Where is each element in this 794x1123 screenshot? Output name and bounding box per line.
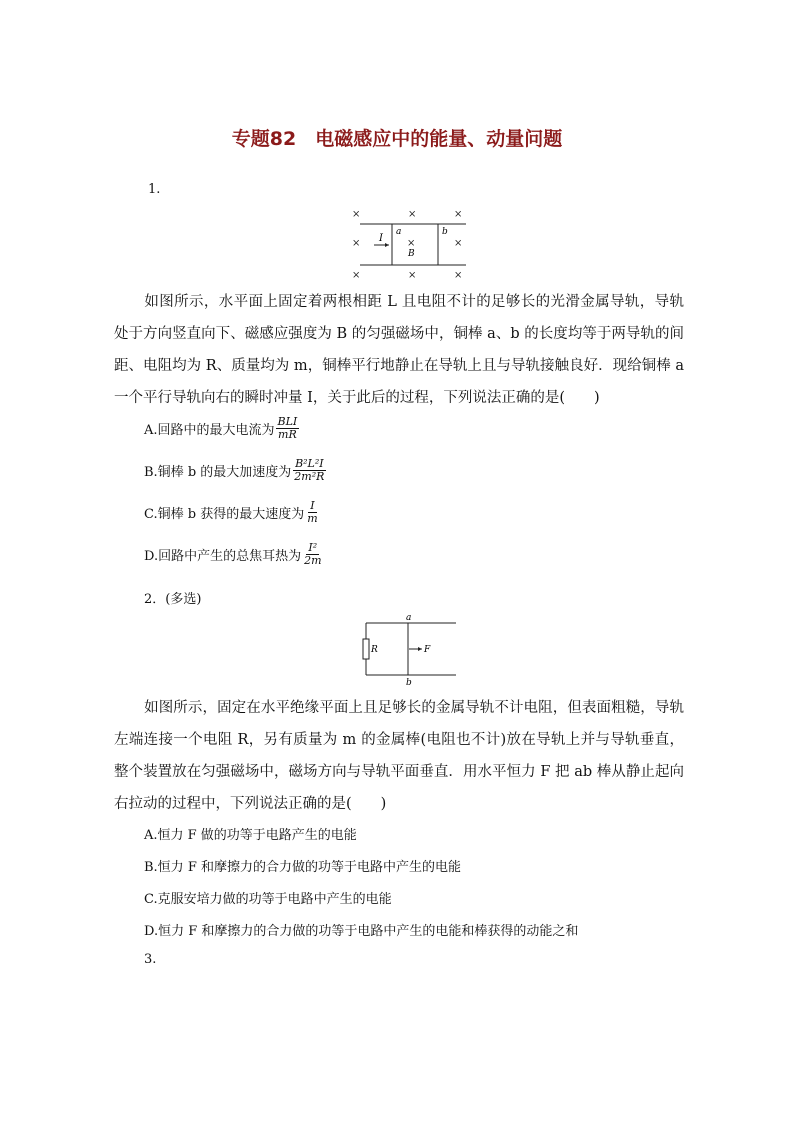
label-a: a: [406, 613, 412, 623]
label-F: F: [424, 645, 431, 655]
option-b-text: B.铜棒 b 的最大加速度为: [144, 465, 292, 480]
fraction-denominator: m: [307, 512, 318, 525]
question-2-option-b: B.恒力 F 和摩擦力的合力做的功等于电路中产生的电能: [144, 860, 461, 875]
field-cross-mark: ×: [408, 209, 417, 220]
force-arrowhead: [418, 647, 422, 651]
field-cross-mark: ×: [408, 270, 417, 281]
label-b: b: [442, 227, 448, 237]
question-1-option-b: [144, 458, 326, 483]
option-d-text: D.回路中产生的总焦耳热为: [144, 549, 302, 564]
question-1-stem: [114, 286, 684, 414]
fraction-denominator: 2m²R: [294, 470, 325, 483]
question-1-option-a: [144, 416, 299, 441]
fraction-denominator: mR: [278, 428, 297, 441]
question-2-option-d: D.恒力 F 和摩擦力的合力做的功等于电路中产生的电能和棒获得的动能之和: [144, 924, 579, 939]
question-2-option-c: C.克服安培力做的功等于电路中产生的电能: [144, 892, 392, 907]
field-cross-mark: ×: [454, 238, 463, 249]
option-c-text: C.铜棒 b 获得的最大速度为: [144, 507, 305, 522]
fraction-numerator: I²: [308, 541, 318, 554]
question-2-number: 2．(多选): [144, 592, 202, 607]
fraction-numerator: BLI: [277, 415, 298, 428]
question-2-text: 如图所示，固定在水平绝缘平面上且足够长的金属导轨不计电阻，但表面粗糙，导轨左端连接一个电阻 R，另有质量为 m 的金属棒(电阻也不计)放在导轨上并与导轨垂直，整个装置放在匀强磁场中，磁场方向与导轨平面垂直．用水平恒力 F 把 ab 棒从静止起向右拉动的过程中，下列说法正确的是( ): [114, 700, 684, 812]
label-B: B: [408, 249, 415, 259]
question-1-figure: [346, 204, 472, 284]
option-d-fraction: [302, 542, 323, 567]
label-I: I: [379, 233, 383, 244]
field-cross-mark: ×: [407, 238, 416, 249]
field-cross-mark: ×: [352, 209, 361, 220]
field-cross-mark: ×: [454, 209, 463, 220]
question-1-option-c: [144, 500, 320, 525]
question-2-figure: [356, 610, 462, 688]
question-2-option-a: A.恒力 F 做的功等于电路产生的电能: [144, 828, 357, 843]
option-c-fraction: [305, 500, 319, 525]
page-title: 专题82 电磁感应中的能量、动量问题: [231, 128, 563, 150]
option-b-fraction: [292, 458, 326, 483]
fraction-numerator: B²L²I: [295, 457, 324, 470]
fraction-denominator: 2m: [304, 554, 322, 567]
label-R: R: [371, 645, 378, 655]
option-a-fraction: [276, 416, 300, 441]
impulse-arrowhead: [385, 243, 389, 247]
question-1-number: 1.: [148, 182, 161, 197]
option-a-text: A.回路中的最大电流为: [144, 423, 275, 438]
question-1-option-d: [144, 542, 324, 567]
fraction-numerator: I: [310, 499, 315, 512]
question-2-stem: [114, 692, 684, 820]
label-b: b: [406, 678, 412, 688]
resistor-R: [363, 639, 369, 659]
question-3-number: 3.: [144, 952, 157, 967]
label-a: a: [396, 227, 402, 237]
question-1-text: 如图所示，水平面上固定着两根相距 L 且电阻不计的足够长的光滑金属导轨，导轨处于方向竖直向下、磁感应强度为 B 的匀强磁场中，铜棒 a、b 的长度均等于两导轨的间距、电阻均为 R、质量均为 m，铜棒平行地静止在导轨上且与导轨接触良好．现给铜棒 a 一个平行导轨向右的瞬时冲量 I，关于此后的过程，下列说法正确的是( ): [114, 294, 684, 406]
field-cross-mark: ×: [454, 270, 463, 281]
field-cross-mark: ×: [352, 270, 361, 281]
field-cross-mark: ×: [352, 238, 361, 249]
